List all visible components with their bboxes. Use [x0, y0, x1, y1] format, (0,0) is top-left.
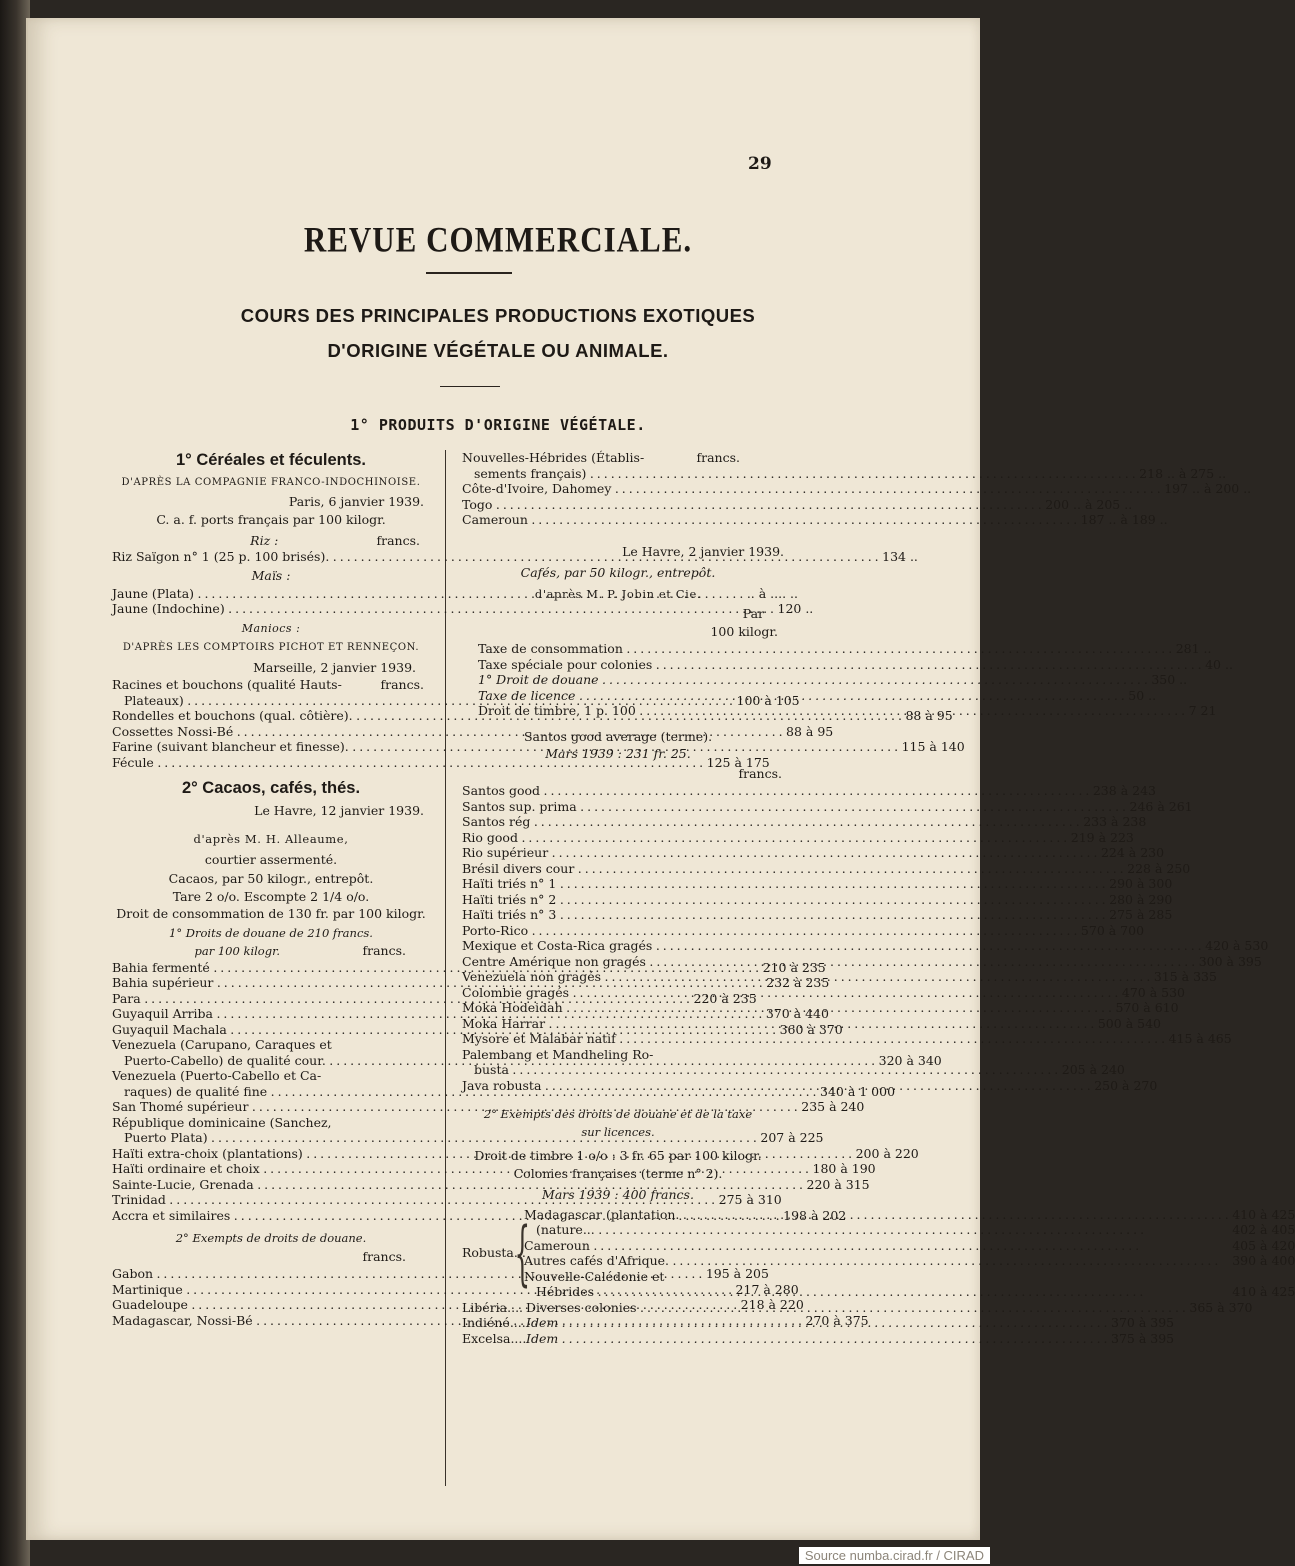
mais-value: 120 .. — [777, 601, 814, 616]
santos-value: 290 à 300 — [1109, 876, 1173, 891]
cafes-terms: Cafés, par 50 kilogr., entrepôt. — [520, 565, 716, 580]
santos-name: busta . . . — [462, 1062, 1058, 1078]
droits-value: 235 à 240 — [801, 1099, 865, 1114]
final-label: Indiéné.... — [462, 1315, 526, 1330]
robusta-value: 402 à 405 — [1232, 1222, 1295, 1237]
droits-heading: 1° Droits de douane de 210 francs. — [169, 925, 373, 940]
final-name: Diverses colonies . . . — [526, 1300, 1185, 1316]
santos-value: 224 à 230 — [1100, 845, 1165, 860]
droits-subheading: par 100 kilogr. — [194, 944, 280, 958]
maniocs-name: Cossettes Nossi-Bé . . . — [112, 724, 782, 740]
robusta-value: 410 à 425 — [1232, 1206, 1295, 1222]
santos-heading: Santos good average (terme). — [523, 728, 713, 744]
title-rule — [426, 272, 512, 274]
section-heading: 1° PRODUITS D'ORIGINE VÉGÉTALE. — [350, 416, 646, 434]
santos-value: 300 à 395 — [1198, 953, 1262, 969]
robusta-row — [524, 1253, 1295, 1269]
droits-row — [112, 1115, 430, 1131]
mais-value: .. à .... .. — [746, 585, 798, 601]
taxes-value: 50 .. — [1128, 687, 1157, 703]
droits-unit: francs. — [362, 943, 406, 958]
santos-row — [462, 1062, 1125, 1078]
droits-row — [112, 1176, 870, 1193]
exempts-name: Guadeloupe . . . — [112, 1297, 737, 1313]
robusta-value: 405 à 420 — [1232, 1237, 1295, 1253]
cafes-unit-1: Par — [742, 606, 764, 621]
santos-value: 420 à 530 — [1205, 938, 1269, 953]
santos-name: Haïti triés n° 3 . . . — [462, 907, 1105, 923]
mars-400: Mars 1939 : 400 francs. — [542, 1187, 694, 1202]
droits-value: 210 à 235 — [762, 959, 826, 975]
santos-value: 219 à 223 — [1070, 829, 1134, 845]
exempts-name: Madagascar, Nossi-Bé . . . — [112, 1313, 801, 1329]
santos-name: Haïti triés n° 2 . . . — [462, 892, 1105, 908]
top-row — [462, 512, 1168, 528]
top-row — [462, 481, 1252, 497]
santos-value: 500 à 540 — [1097, 1015, 1161, 1031]
mais-name: Jaune (Indochine) . . . — [112, 601, 774, 617]
top-row-first: Nouvelles-Hébrides (Établis- — [462, 450, 645, 465]
santos-row — [462, 876, 1173, 892]
exempts-name: Martinique . . . — [112, 1282, 732, 1298]
maniocs-name: Farine (suivant blancheur et finesse). . . . — [112, 739, 898, 755]
santos-row — [462, 1031, 1232, 1047]
droits-value: 220 à 235 — [693, 990, 757, 1006]
taxes-value: 40 .. — [1205, 656, 1233, 672]
final-name: Idem . . . — [526, 1315, 1107, 1331]
santos-name: Centre Amérique non gragés . . . — [462, 954, 1195, 970]
exempts-name: Gabon . . . — [112, 1266, 702, 1282]
santos-row — [462, 814, 1147, 830]
santos-row — [462, 922, 1145, 939]
santos-name: Rio good . . . — [462, 830, 1067, 846]
santos-value: 275 à 285 — [1109, 907, 1173, 922]
mais-heading: Maïs : — [251, 568, 291, 583]
santos-name: Moka Harrar . . . — [462, 1016, 1094, 1032]
santos-row — [462, 907, 1173, 923]
robusta-row — [524, 1238, 1295, 1254]
top-name: Cameroun . . . — [462, 512, 1077, 528]
droits-name: Bahia supérieur . . . — [112, 975, 762, 991]
cacaos-date: Le Havre, 12 janvier 1939. — [254, 802, 424, 818]
santos-name: Santos sup. prima . . . — [462, 799, 1126, 815]
final-value: 365 à 370 — [1189, 1299, 1253, 1315]
brace-icon: { — [514, 1212, 531, 1294]
top-unit: francs. — [696, 450, 740, 465]
droits-value: 340 à 1 000 — [820, 1083, 896, 1099]
exempts2-heading: 2° Exempts des droits de douane et de la taxe — [483, 1107, 753, 1121]
santos-name: Santos rég . . . — [462, 814, 1079, 830]
mais-name: Jaune (Plata) . . . — [112, 586, 743, 602]
cacaos-heading: 2° Cacaos, cafés, thés. — [181, 779, 361, 797]
page-title: REVUE COMMERCIALE. — [303, 219, 693, 260]
droits-name: Guyaquil Machala . . . — [112, 1022, 776, 1038]
top-name: sements français) . . . — [462, 466, 1135, 482]
taxes-value: 281 .. — [1175, 641, 1212, 656]
final-value: 375 à 395 — [1111, 1330, 1175, 1346]
droits-name: République dominicaine (Sanchez, — [112, 1114, 332, 1130]
exempts2-heading-2: sur licences. — [581, 1124, 655, 1139]
droits-name: Trinidad . . . — [112, 1192, 715, 1208]
source-credit: Source numba.cirad.fr / CIRAD — [799, 1547, 990, 1564]
maniocs-value: 115 à 140 — [901, 739, 965, 754]
cereales-date: Paris, 6 janvier 1939. — [288, 494, 424, 509]
maniocs-value: 100 à 105 — [736, 692, 800, 708]
top-row — [462, 496, 1133, 513]
maniocs-value: 88 à 95 — [905, 708, 953, 723]
maniocs-name: Plateaux) . . . — [112, 693, 733, 709]
droits-value: 320 à 340 — [878, 1052, 942, 1068]
top-value: 200 .. à 205 .. — [1045, 496, 1133, 512]
santos-name: Java robusta . . . — [462, 1078, 1090, 1094]
santos-name: Rio supérieur . . . — [462, 845, 1097, 861]
droits-value: 198 à 202 — [783, 1207, 847, 1223]
cacaos-source-2: courtier assermenté. — [204, 851, 338, 867]
santos-value: 570 à 610 — [1115, 1000, 1179, 1015]
santos-name: Porto-Rico . . . — [462, 923, 1077, 939]
taxes-name: 1° Droit de douane . . . — [478, 672, 1147, 688]
taxes-name: Taxe de consommation . . . — [478, 641, 1172, 657]
santos-row — [462, 938, 1269, 954]
final-name: Idem . . . — [526, 1331, 1107, 1347]
droits-name: Haïti ordinaire et choix . . . — [112, 1161, 809, 1177]
robusta-value: 410 à 425 — [1232, 1284, 1295, 1299]
robusta-name: Cameroun . . . — [524, 1238, 1228, 1254]
maniocs-source: D'APRÈS LES COMPTOIRS PICHOT ET RENNEÇON. — [122, 642, 420, 653]
santos-row — [462, 783, 1156, 799]
exempts-value: 217 à 280 — [735, 1281, 799, 1297]
subtitle-line-2: D'ORIGINE VÉGÉTALE OU ANIMALE. — [327, 340, 669, 361]
robusta-row — [524, 1269, 1295, 1285]
droits-value: 200 à 220 — [855, 1145, 919, 1161]
droits-name: San Thomé supérieur . . . — [112, 1099, 797, 1115]
top-value: 218 .. à 275 .. — [1139, 465, 1227, 481]
maniocs-unit: francs. — [380, 677, 424, 692]
taxes-value: 350 .. — [1151, 672, 1188, 687]
robusta-name: (nature... . . . — [524, 1222, 1228, 1238]
santos-value: 570 à 700 — [1080, 922, 1145, 938]
droits-name: Sainte-Lucie, Grenada . . . — [112, 1177, 803, 1193]
final-label: Excelsa.... — [462, 1330, 527, 1346]
droits-name: Puerto-Cabello) de qualité cour. . . . — [112, 1053, 875, 1069]
cereales-source: D'APRÈS LA COMPAGNIE FRANCO-INDOCHINOISE. — [121, 476, 421, 488]
santos-name: Palembang et Mandheling Ro- — [462, 1046, 654, 1062]
maniocs-value: 125 à 175 — [706, 754, 770, 770]
santos-value: 233 à 238 — [1083, 814, 1147, 829]
droits-row — [112, 1068, 430, 1084]
droits-value: 232 à 235 — [766, 975, 830, 990]
robusta-name: Hébrides . . . — [524, 1284, 1228, 1300]
santos-row — [462, 891, 1173, 908]
maniocs-name: Rondelles et bouchons (qual. côtière). . . . — [112, 708, 901, 724]
santos-row — [462, 845, 1165, 861]
robusta-row — [524, 1222, 1295, 1238]
final-row — [462, 1330, 1175, 1347]
droits-value: 275 à 310 — [718, 1192, 782, 1207]
cereales-heading: 1° Céréales et féculents. — [175, 451, 367, 469]
riz-value: 134 .. — [882, 548, 918, 564]
cacaos-terms-2: Tare 2 o/o. Escompte 2 1/4 o/o. — [172, 888, 370, 904]
santos-unit: francs. — [738, 765, 782, 781]
santos-name: Moka Hodeidah . . . — [462, 1000, 1111, 1016]
maniocs-heading: Maniocs : — [241, 621, 301, 635]
santos-row — [462, 860, 1191, 877]
robusta-row — [524, 1207, 1295, 1223]
robusta-name: Autres cafés d'Afrique. . . . — [524, 1253, 1228, 1269]
droits-name: Para . . . — [112, 991, 690, 1007]
exempts-value: 195 à 205 — [705, 1266, 769, 1281]
santos-value: 246 à 261 — [1129, 798, 1193, 814]
santos-value: 228 à 250 — [1127, 860, 1191, 876]
final-label: Libéria.... — [462, 1299, 524, 1315]
cafes-date: Le Havre, 2 janvier 1939. — [622, 543, 784, 559]
santos-name: Mexique et Costa-Rica gragés . . . — [462, 938, 1201, 954]
santos-name: Venezuela non gragés . . . — [462, 969, 1150, 985]
top-row — [462, 465, 1227, 482]
exempts-heading: 2° Exempts de droits de douane. — [175, 1231, 367, 1245]
santos-row — [462, 984, 1186, 1001]
taxes-name: Droit de timbre, 1 p. 100 . . . — [478, 703, 1185, 719]
timbre-note: Droit de timbre 1 o/o : 3 fr. 65 par 100 kilogr. — [474, 1148, 762, 1163]
santos-name: Santos good . . . — [462, 783, 1089, 799]
santos-row — [462, 829, 1134, 846]
exempts-unit: francs. — [362, 1248, 406, 1264]
santos-value: 415 à 465 — [1168, 1031, 1232, 1046]
santos-value: 280 à 290 — [1109, 891, 1173, 907]
top-value: 197 .. à 200 .. — [1164, 481, 1252, 496]
maniocs-row-first: Racines et bouchons (qualité Hauts- — [112, 677, 342, 692]
maniocs-date: Marseille, 2 janvier 1939. — [253, 659, 416, 675]
santos-row — [462, 1047, 774, 1063]
riz-name: Riz Saïgon n° 1 (25 p. 100 brisés). . . . — [112, 549, 878, 565]
santos-name: Mysore et Malabar natif . . . — [462, 1031, 1165, 1047]
droits-name: Accra et similaires . . . — [112, 1208, 779, 1224]
droits-name: Puerto Plata) . . . — [112, 1130, 756, 1146]
taxes-row — [478, 656, 1233, 673]
droits-name: Venezuela (Puerto-Cabello et Ca- — [112, 1068, 322, 1083]
droits-name: Guyaquil Arriba . . . — [112, 1006, 762, 1022]
santos-value: 238 à 243 — [1092, 783, 1156, 798]
santos-value: 315 à 335 — [1153, 969, 1217, 984]
santos-value: 250 à 270 — [1094, 1077, 1158, 1093]
subtitle-line-1: COURS DES PRINCIPALES PRODUCTIONS EXOTIQUES — [240, 305, 756, 326]
riz-unit: francs. — [376, 533, 420, 548]
cacaos-source: d'après M. H. Alleaume, — [193, 832, 349, 846]
santos-value: 470 à 530 — [1121, 984, 1186, 1000]
droits-name: Haïti extra-choix (plantations) . . . — [112, 1146, 852, 1162]
final-value: 370 à 395 — [1111, 1315, 1175, 1330]
droits-name: Bahia fermenté . . . — [112, 960, 759, 976]
robusta-name: Nouvelle-Calédonie et — [524, 1268, 665, 1284]
page-number: 29 — [748, 154, 772, 174]
droits-value: 220 à 315 — [806, 1176, 870, 1192]
subtitle-rule — [440, 386, 500, 387]
santos-row — [462, 798, 1193, 815]
droits-value: 207 à 225 — [760, 1130, 824, 1145]
droits-name: raques) de qualité fine . . . — [112, 1084, 816, 1100]
cafes-unit-2: 100 kilogr. — [710, 623, 778, 639]
top-name: Togo . . . — [462, 497, 1041, 513]
santos-name: Haïti triés n° 1 . . . — [462, 876, 1105, 892]
droits-name: Venezuela (Carupano, Caraques et — [112, 1037, 332, 1052]
droits-value: 180 à 190 — [812, 1161, 876, 1176]
riz-heading: Riz : — [250, 533, 279, 548]
top-name: Côte-d'Ivoire, Dahomey . . . — [462, 481, 1160, 497]
cereales-terms: C. a. f. ports français par 100 kilogr. — [156, 511, 386, 527]
robusta-label: Robusta... — [462, 1245, 526, 1261]
cafes-source: d'après M. P. Jobin et Cie. — [534, 586, 702, 601]
top-value: 187 .. à 189 .. — [1080, 512, 1168, 527]
droits-row — [112, 1037, 430, 1053]
taxes-value: 7 21 — [1188, 703, 1217, 718]
santos-mars: Mars 1939 : 231 fr. 25. — [545, 746, 691, 761]
maniocs-value: 88 à 95 — [786, 723, 834, 739]
santos-name: Colombie gragés . . . — [462, 985, 1118, 1001]
taxes-name: Taxe spéciale pour colonies . . . — [478, 657, 1201, 673]
colonies-note: Colonies françaises (terme n° 2). — [513, 1165, 723, 1181]
robusta-value: 390 à 400 — [1232, 1253, 1295, 1268]
taxes-row — [478, 641, 1212, 657]
exempts-value: 218 à 220 — [740, 1297, 804, 1312]
santos-name: Brésil divers cour . . . — [462, 861, 1123, 877]
droits-value: 360 à 370 — [779, 1021, 843, 1037]
santos-value: 205 à 240 — [1061, 1062, 1125, 1077]
maniocs-row — [112, 754, 770, 771]
robusta-row — [524, 1281, 1295, 1300]
cacaos-terms-1: Cacaos, par 50 kilogr., entrepôt. — [168, 871, 374, 886]
maniocs-name: Fécule . . . — [112, 755, 703, 771]
robusta-name: Madagascar (plantation. . . . — [524, 1207, 1228, 1223]
taxes-name: Taxe de licence . . . — [478, 688, 1124, 704]
cacaos-terms-3: Droit de consommation de 130 fr. par 100 kilogr. — [116, 906, 426, 921]
taxes-row — [478, 672, 1188, 688]
exempts-value: 270 à 375 — [805, 1312, 869, 1328]
droits-value: 370 à 440 — [765, 1006, 829, 1021]
